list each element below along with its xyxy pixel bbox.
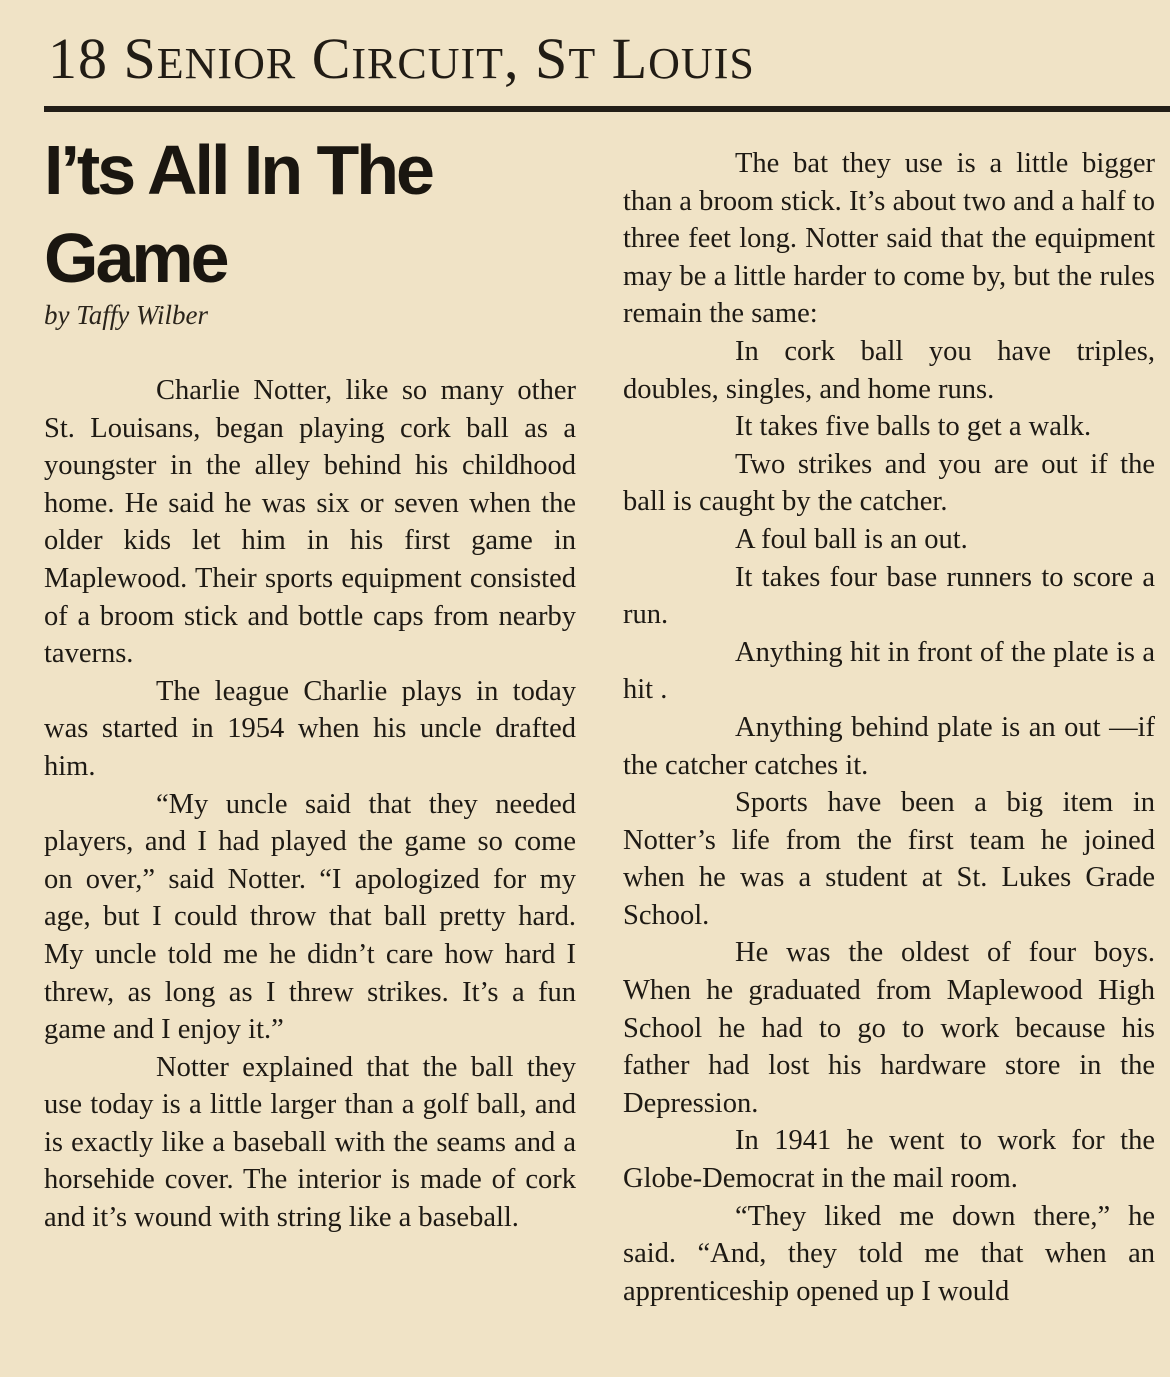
paragraph: “My uncle said that they needed players, and I had played the game so come on over,” said Notter. “I apologized for my age, but I could throw that ball pretty hard. My uncle told me he didn’t care how hard I threw, as long as I threw strikes. It’s a fun game and I enjoy it.”: [44, 788, 576, 1046]
article-left-column: [44, 372, 576, 1237]
rule-item: It takes four base runners to score a run.: [623, 561, 1155, 631]
paragraph: Charlie Notter, like so many other St. Louisans, began playing cork ball as a youngster in the alley behind his childhood home. He said he was six or seven when the older kids let him in his first game in Maplewood. Their sports equipment consisted of a broom stick and bottle caps from nearby taverns.: [44, 375, 576, 670]
page-number: 18: [48, 26, 108, 91]
paragraph: In 1941 he went to work for the Globe-Democrat in the mail room.: [623, 1125, 1155, 1195]
rule-item: Anything behind plate is an out —if the catcher catches it.: [623, 711, 1155, 781]
paragraph: “They liked me down there,” he said. “And, they told me that when an apprenticeship opened up I would: [623, 1200, 1155, 1307]
article-right-column: [623, 145, 1155, 1310]
rule-item: Anything hit in front of the plate is a hit .: [623, 636, 1155, 706]
page-masthead: 18 SENIOR CIRCUIT, ST LOUIS: [48, 26, 755, 91]
rule-item: A foul ball is an out.: [735, 523, 968, 555]
article-headline: I’ts All In The Game: [44, 131, 432, 297]
rule-item: It takes five balls to get a walk.: [735, 411, 1092, 443]
rule-item: Two strikes and you are out if the ball is caught by the catcher.: [623, 448, 1155, 518]
paragraph: Notter explained that the ball they use today is a little larger than a golf ball, and is exactly like a baseball with the seams and a horsehide cover. The interior is made of cork and it’s wound with string like a baseball.: [44, 1051, 576, 1234]
article-byline: by Taffy Wilber: [44, 300, 209, 330]
paragraph: He was the oldest of four boys. When he graduated from Maplewood High School he had to go to work because his father had lost his hardware store in the Depression.: [623, 937, 1155, 1119]
paragraph: The league Charlie plays in today was started in 1954 when his uncle drafted him.: [44, 675, 576, 782]
paragraph: The bat they use is a little bigger than a broom stick. It’s about two and a half to three feet long. Notter said that the equipment may be a little harder to come by, but the rules remain the same:: [623, 148, 1155, 330]
paragraph: Sports have been a big item in Notter’s life from the first team he joined when he was a student at St. Lukes Grade School.: [623, 787, 1155, 931]
masthead-rule: [44, 106, 1170, 112]
rule-item: In cork ball you have triples, doubles, singles, and home runs.: [623, 335, 1155, 405]
